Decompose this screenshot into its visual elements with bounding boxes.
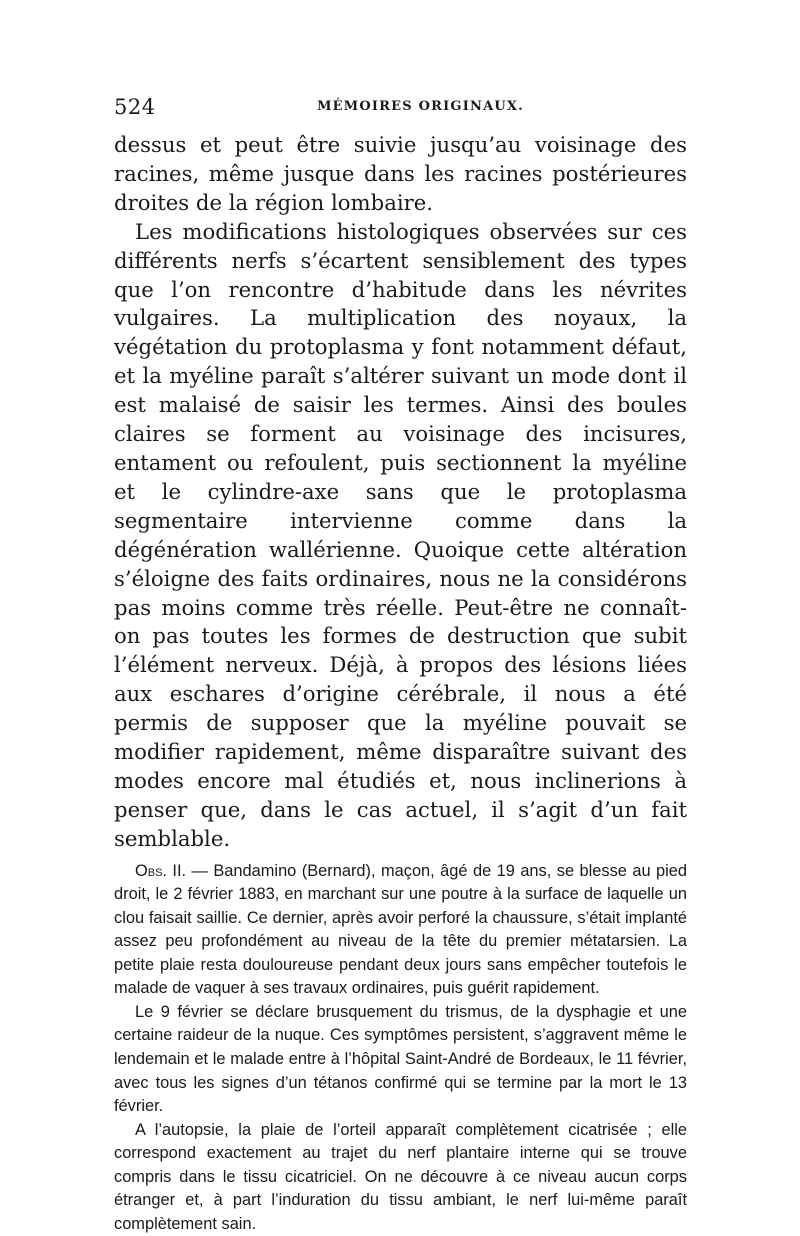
observation-autopsy: A l’autopsie, la plaie de l’orteil apparaît complètement cicatrisée ; elle correspond exactement au trajet du nerf plantaire interne qui se trouve compris dans le tissu cicatriciel. On ne découvre à ce niveau aucun corps étranger et, à part l’induration du tissu ambiant, le nerf lui-même paraît complètement sain. [114,1120,687,1233]
observation-block [114,860,687,1236]
observation-intro [114,860,687,1001]
observation-intro-text: II. — Bandamino (Bernard), maçon, âgé de 19 ans, se blesse au pied droit, le 2 février 1883, en marchant sur une poutre à la surface de laquelle un clou faisait saillie. Ce dernier, après avoir perforé la chaussure, s’était implanté assez peu profondément au niveau de la tête du premier métatarsien. La petite plaie resta douloureuse pendant deux jours sans empêcher toutefois le malade de vaquer à ses travaux ordinaires, puis guérit rapidement. [114,861,687,998]
observation-label: Obs. [135,861,167,880]
histology-paragraph: Les modifications histologiques observées sur ces différents nerfs s’écartent sensiblement des types que l’on rencontre d’habitude dans les névrites vulgaires. La multiplication des noyaux, la végétation du protoplasma y font notamment défaut, et la myéline paraît s’altérer suivant un mode dont il est malaisé de saisir les termes. Ainsi des boules claires se forment au voisinage des incisures, entament ou refoulent, puis sectionnent la myéline et le cylindre-axe sans que le protoplasma segmentaire intervienne comme dans la dégénération wallérienne. Quoique cette altération s’éloigne des faits ordinaires, nous ne la considérons pas moins comme très réelle. Peut-être ne connaît-on pas toutes les formes de destruction que subit l’élément nerveux. Déjà, à propos des lésions liées aux eschares d’origine cérébrale, il nous a été permis de supposer que la myéline pouvait se modifier rapidement, même disparaître suivant des modes encore mal étudiés et, nous inclinerions à penser que, dans le cas actuel, il s’agit d’un fait semblable. [114,218,687,851]
continued-paragraph: dessus et peut être suivie jusqu’au voisinage des racines, même jusque dans les racines postérieures droites de la région lombaire. [114,132,687,215]
observation-course: Le 9 février se déclare brusquement du trismus, de la dysphagie et une certaine raideur de la nuque. Ces symptômes persistent, s’aggravent même le lendemain et le malade entre à l’hôpital Saint-André de Bordeaux, le 11 février, avec tous les signes d’un tétanos confirmé qui se termine par la mort le 13 février. [114,1002,687,1116]
text-column [114,95,687,1236]
running-title: MÉMOIRES ORIGINAUX. [317,99,524,114]
page-number: 524 [114,95,156,119]
main-text [114,131,687,854]
page-header [114,95,687,125]
